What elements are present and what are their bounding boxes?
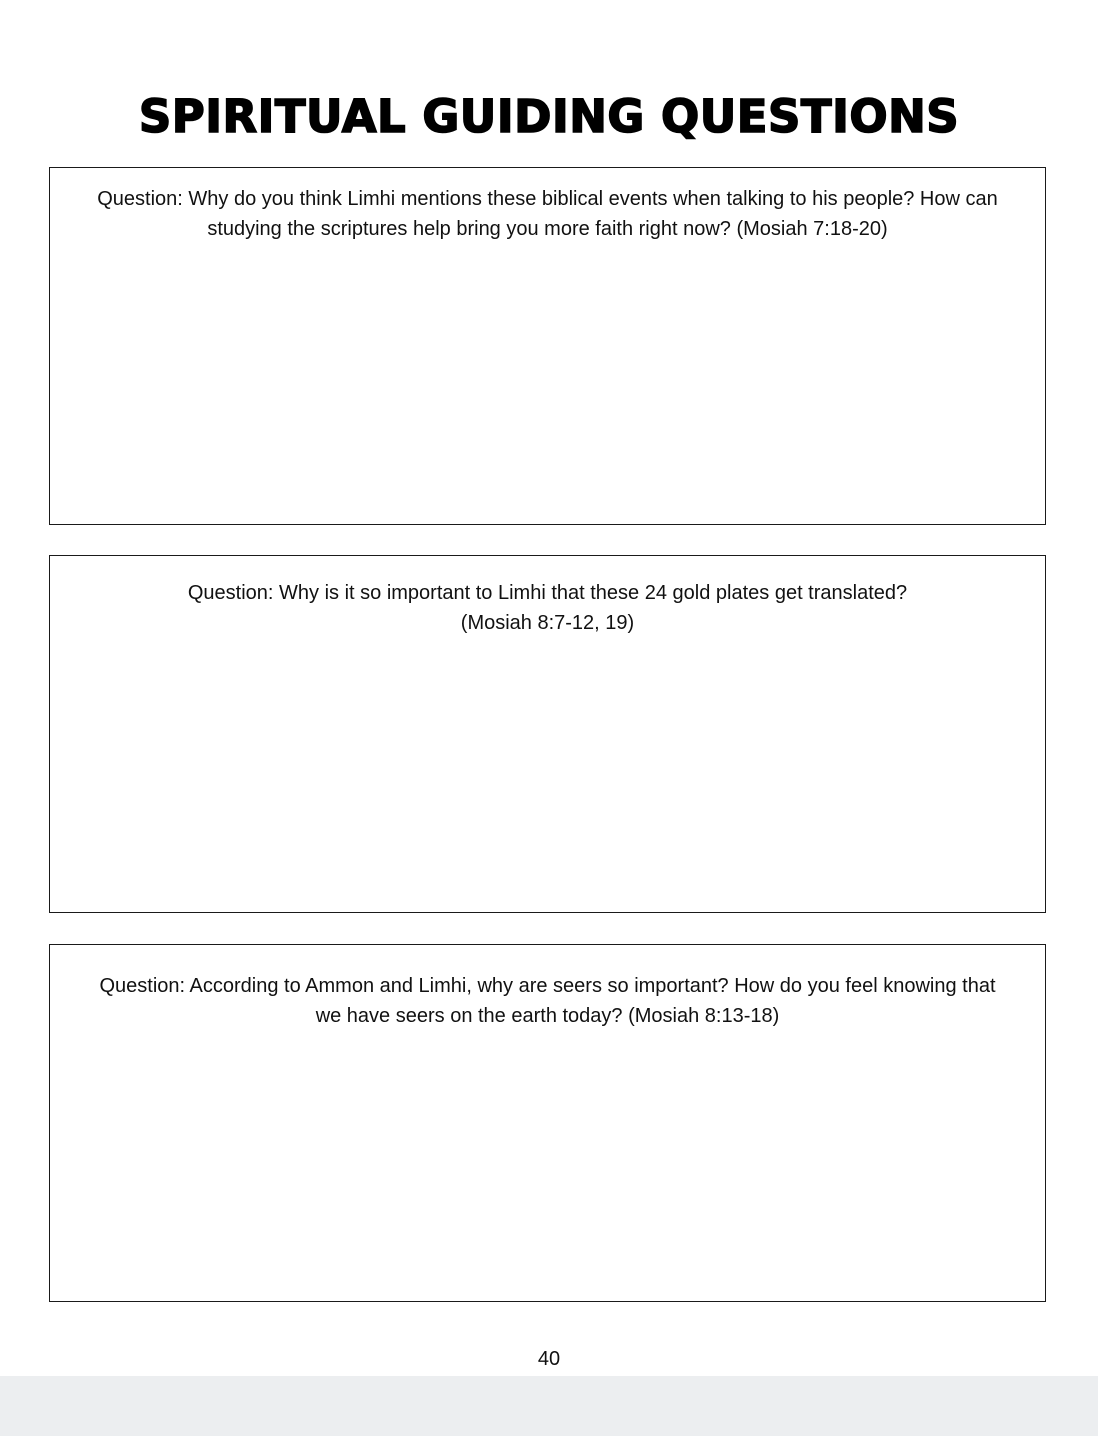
question-box-2 [49,555,1046,913]
question-text-1: Question: Why do you think Limhi mentions these biblical events when talking to his people? How can studying the scriptures help bring you more faith right now? (Mosiah 7:18-20) [97,188,998,240]
answer-area-3[interactable] [50,1035,1045,1301]
answer-area-2[interactable] [50,646,1045,912]
page-title: SPIRITUAL GUIDING QUESTIONS [138,90,960,143]
question-box-1 [49,167,1046,525]
question-text-3: Question: According to Ammon and Limhi, why are seers so important? How do you feel knowing that we have seers on the earth today? (Mosiah 8:13-18) [99,975,996,1027]
question-box-3 [49,944,1046,1302]
question-text-2: Question: Why is it so important to Limhi that these 24 gold plates get translated? (Mosiah 8:7-12, 19) [187,582,908,634]
answer-area-1[interactable] [50,258,1045,524]
page-number: 40 [537,1348,561,1370]
viewer-footer-band [0,1376,1098,1436]
